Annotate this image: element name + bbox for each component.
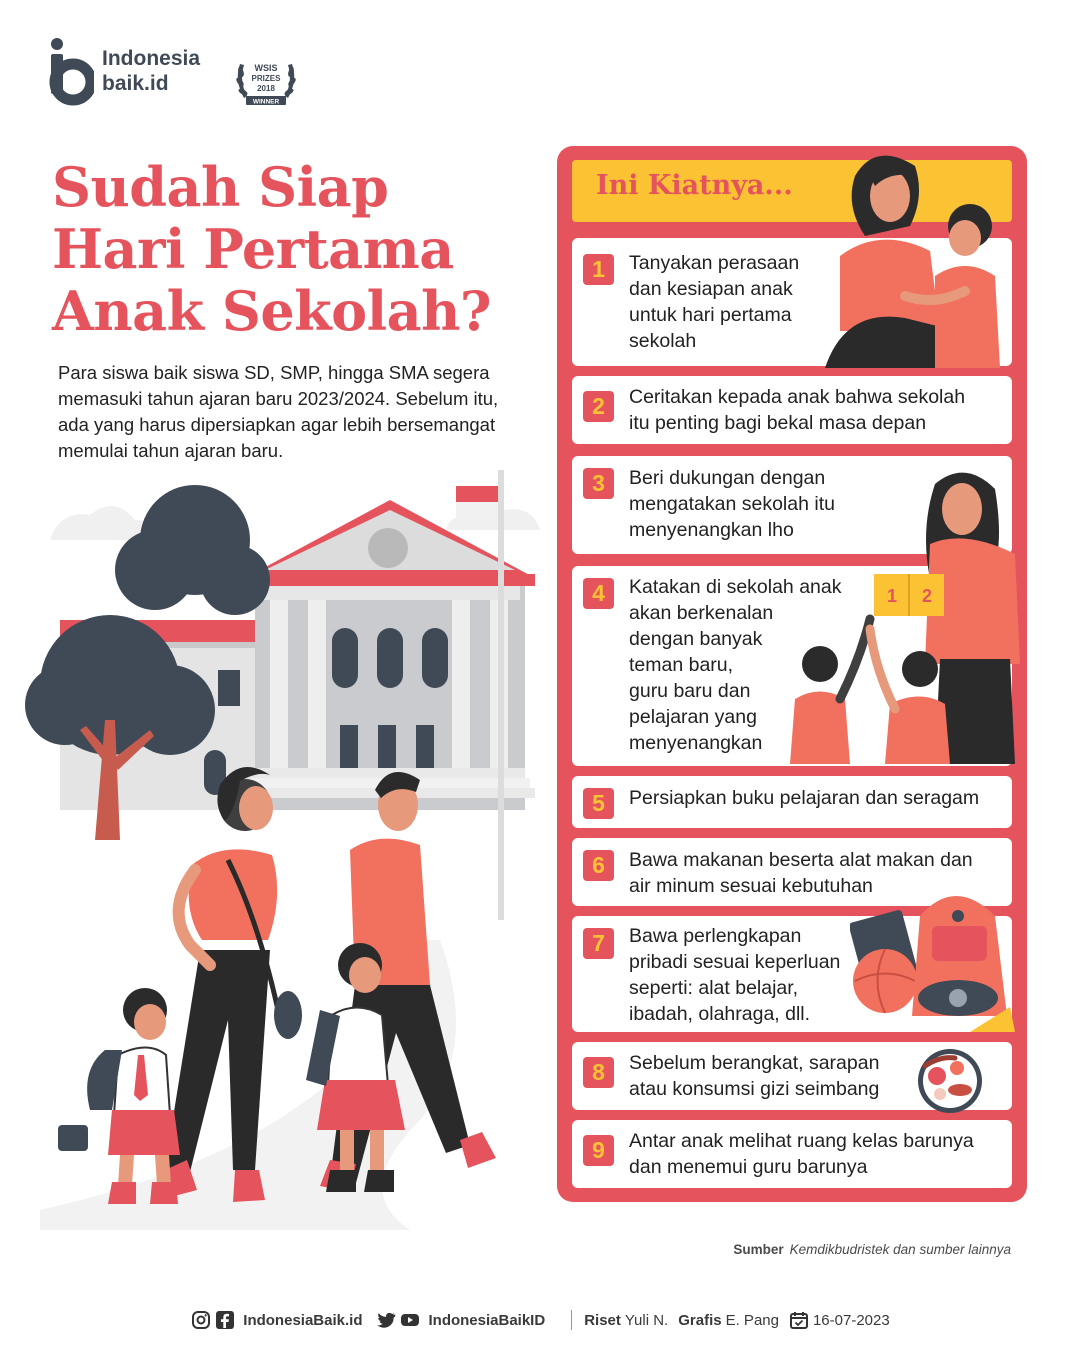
title-line-2: Hari Pertama — [52, 217, 454, 281]
title-line-3: Anak Sekolah? — [52, 279, 492, 343]
tip-number: 5 — [583, 788, 614, 819]
tip-number: 6 — [583, 850, 614, 881]
tip-number: 4 — [583, 578, 614, 609]
tip-number: 7 — [583, 928, 614, 959]
youtube-icon[interactable] — [400, 1310, 420, 1330]
source-text: Kemdikbudristek dan sumber lainnya — [789, 1242, 1011, 1257]
mother-child-illustration — [815, 146, 1015, 368]
svg-text:2018: 2018 — [257, 84, 275, 93]
tip-text: Katakan di sekolah anak akan berkenalan dengan banyak teman baru, guru baru dan pelajaran yang menyenangkan — [629, 576, 842, 754]
tip-number: 3 — [583, 468, 614, 499]
tip-text: Antar anak melihat ruang kelas barunya dan menemui guru barunya — [629, 1130, 974, 1178]
intro-paragraph: Para siswa baik siswa SD, SMP, hingga SMA segera memasuki tahun ajaran baru 2023/2024. Sebelum itu, ada yang harus dipersiapkan agar lebih bersemangat memulai tahun ajaran baru. — [58, 362, 499, 461]
riset-name: Yuli N. — [624, 1311, 669, 1329]
school-supplies-illustration — [850, 886, 1015, 1032]
tip-number: 8 — [583, 1057, 614, 1088]
source-credit — [733, 1242, 1011, 1257]
svg-text:WSIS: WSIS — [254, 63, 278, 73]
page-title — [52, 156, 552, 342]
riset-label: Riset — [584, 1311, 621, 1329]
footer — [0, 1310, 1081, 1330]
twitter-icon[interactable] — [376, 1310, 396, 1330]
indonesiabaik-logo-icon — [48, 36, 94, 106]
svg-text:WINNER: WINNER — [252, 98, 280, 106]
tip-number: 2 — [583, 391, 614, 422]
teacher-children-illustration — [790, 464, 1020, 764]
grafis-name: E. Pang — [725, 1311, 779, 1329]
tips-heading: Ini Kiatnya... — [596, 170, 793, 201]
tip-text: Persiapkan buku pelajaran dan seragam — [629, 787, 980, 809]
book-label-1: 1 — [886, 586, 898, 606]
footer-divider — [571, 1310, 572, 1330]
calendar-icon — [789, 1310, 809, 1330]
tip-text: Bawa perlengkapan pribadi sesuai keperluan seperti: alat belajar, ibadah, olahraga, dll. — [629, 925, 841, 1025]
tip-text: Sebelum berangkat, sarapan atau konsumsi gizi seimbang — [629, 1052, 880, 1100]
brand-logo — [48, 36, 200, 106]
instagram-icon[interactable] — [191, 1310, 211, 1330]
tip-number: 1 — [583, 254, 614, 285]
social-handle-2[interactable]: IndonesiaBaikID — [428, 1311, 546, 1329]
breakfast-plate-illustration — [905, 1044, 995, 1114]
tip-card-5 — [572, 776, 1012, 828]
grafis-label: Grafis — [678, 1311, 722, 1329]
family-school-illustration — [20, 470, 560, 1230]
tip-card-9 — [572, 1120, 1012, 1188]
tip-text: Beri dukungan dengan mengatakan sekolah itu menyenangkan lho — [629, 467, 835, 541]
wsis-award-badge — [232, 56, 300, 114]
tip-card-2 — [572, 376, 1012, 444]
source-label: Sumber — [733, 1242, 784, 1257]
social-handle-1[interactable]: IndonesiaBaik.id — [243, 1311, 363, 1329]
svg-text:PRIZES: PRIZES — [251, 74, 281, 83]
tip-text: Bawa makanan beserta alat makan dan air minum sesuai kebutuhan — [629, 849, 973, 897]
tip-number: 9 — [583, 1135, 614, 1166]
publish-date: 16-07-2023 — [812, 1311, 890, 1329]
tip-text: Tanyakan perasaan dan kesiapan anak untuk hari pertama sekolah — [629, 252, 800, 352]
facebook-icon[interactable] — [215, 1310, 235, 1330]
book-label-2: 2 — [921, 586, 933, 606]
title-line-1: Sudah Siap — [52, 155, 389, 219]
tip-text: Ceritakan kepada anak bahwa sekolah itu penting bagi bekal masa depan — [629, 386, 966, 434]
brand-name: Indonesia baik.id — [102, 47, 201, 95]
